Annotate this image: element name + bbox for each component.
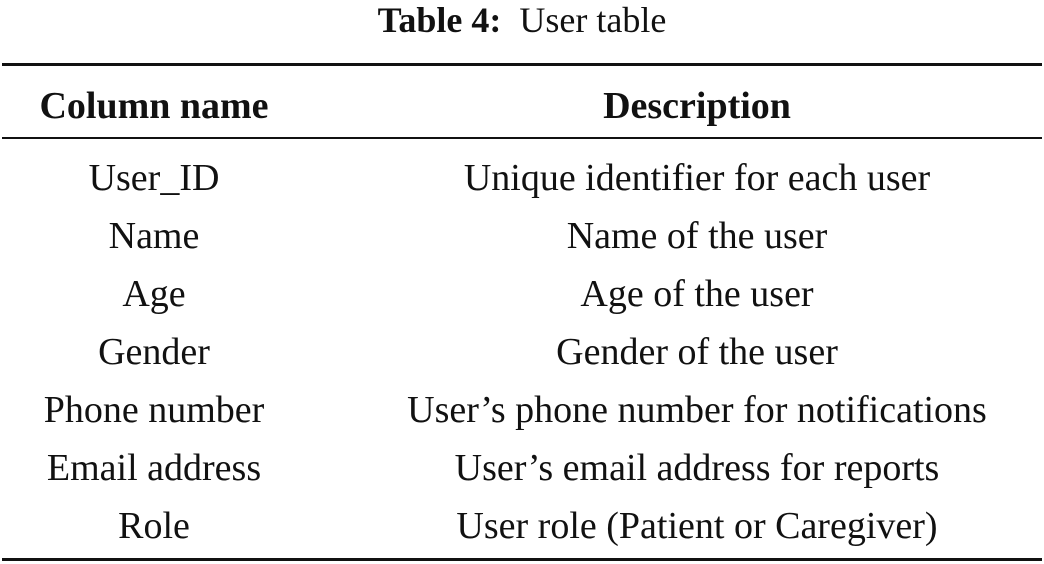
description-cell: User’s phone number for notifications [407,389,987,431]
column-name-cell: Email address [46,447,262,489]
column-name-cell: Name [108,215,200,257]
table-body [0,149,1044,555]
column-name-cell: User_ID [88,157,220,199]
column-name-cell: Gender [98,331,210,373]
description-cell: User’s email address for reports [454,447,940,489]
table-row [0,323,1044,381]
table-row [0,439,1044,497]
table-header-row [0,80,1044,132]
table-row [0,497,1044,555]
caption-title: User table [519,0,667,40]
bottom-rule [2,558,1042,561]
column-name-cell: Age [122,273,186,315]
column-name-cell: Role [118,505,190,547]
table-row [0,381,1044,439]
header-description: Description [603,85,791,127]
description-cell: User role (Patient or Caregiver) [456,505,938,547]
description-cell: Gender of the user [556,331,838,373]
description-cell: Age of the user [580,273,814,315]
table-caption [0,0,1044,44]
caption-label: Table 4: [377,0,502,40]
table-row [0,207,1044,265]
top-rule [2,63,1042,66]
header-rule [2,137,1042,139]
description-cell: Unique identifier for each user [463,157,931,199]
description-cell: Name of the user [566,215,828,257]
column-name-cell: Phone number [43,389,265,431]
table-row [0,265,1044,323]
header-column-name: Column name [39,85,269,127]
table-row [0,149,1044,207]
